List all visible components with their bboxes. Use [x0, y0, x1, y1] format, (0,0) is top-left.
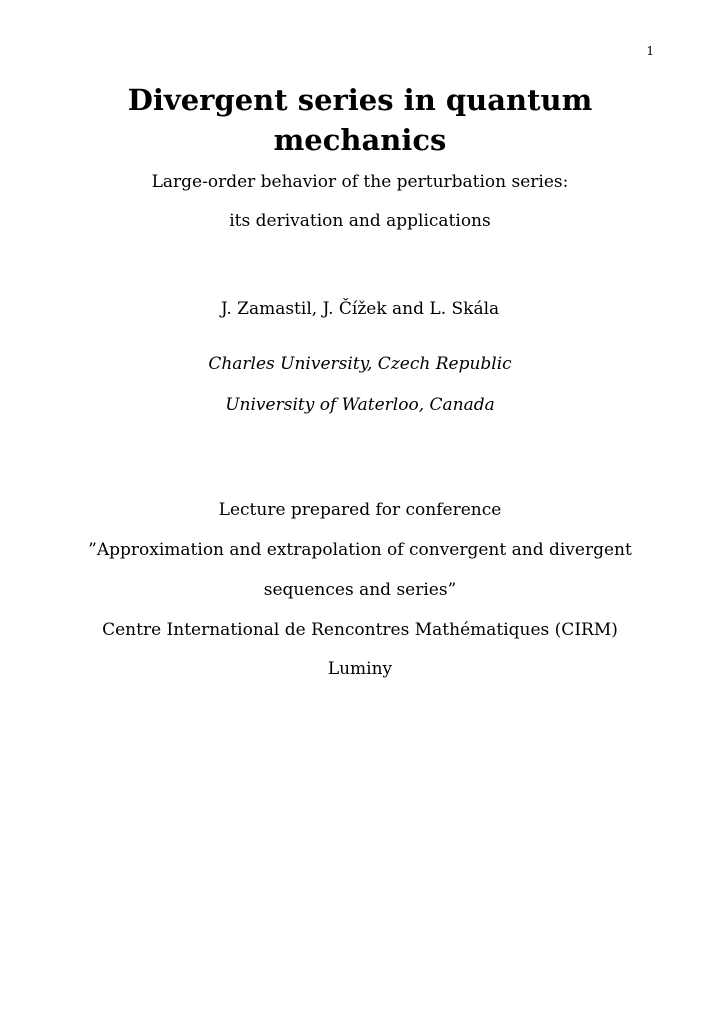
subtitle-line-2: its derivation and applications [229, 211, 491, 231]
paper-title [0, 80, 720, 160]
conference-line-1: Lecture prepared for conference [218, 500, 502, 520]
page-number: 1 [646, 44, 654, 58]
title-line-2: mechanics [273, 123, 447, 157]
conference-line-2: ”Approximation and extrapolation of convergent and divergent [88, 540, 632, 560]
subtitle-line-1: Large-order behavior of the perturbation series: [151, 172, 569, 192]
conference-line-5: Luminy [327, 659, 393, 679]
authors: J. Zamastil, J. Čížek and L. Skála [220, 299, 500, 319]
conference-line-3: sequences and series” [263, 580, 457, 600]
affiliation-1: Charles University, Czech Republic [208, 354, 512, 374]
title-line-1: Divergent series in quantum [127, 83, 593, 117]
conference-line-4: Centre International de Rencontres Mathématiques (CIRM) [102, 620, 618, 640]
affiliation-2: University of Waterloo, Canada [225, 395, 495, 415]
